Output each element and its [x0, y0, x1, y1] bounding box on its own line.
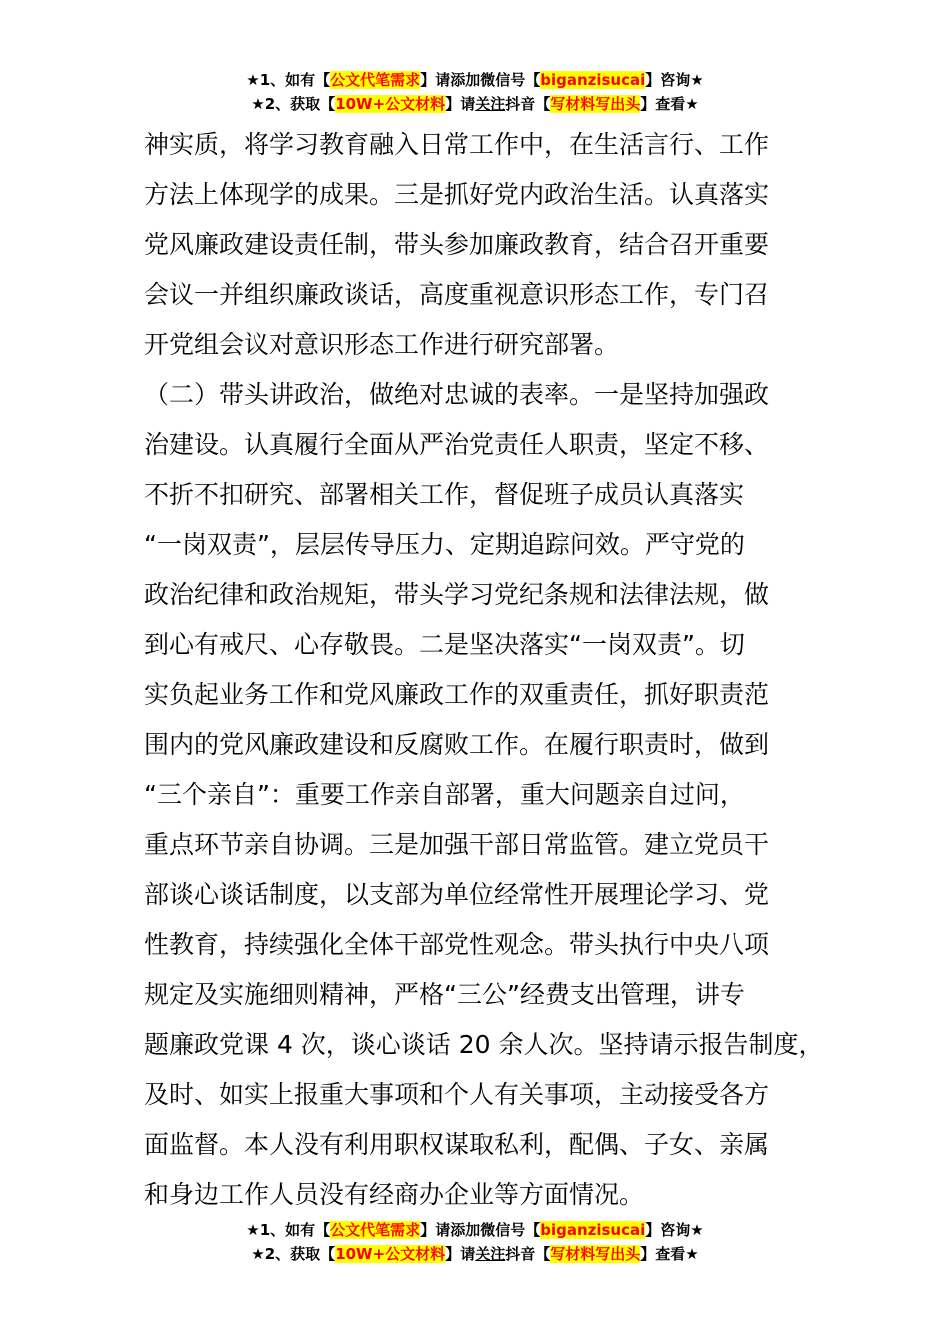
highlight-douyin-account: 写材料写出头	[550, 1245, 641, 1263]
body-line: 政治纪律和政治规矩，带头学习党纪条规和法律法规，做	[144, 580, 770, 609]
body-line: 神实质，将学习教育融入日常工作中，在生活言行、工作	[144, 130, 770, 159]
promo-text: ★2、获取【	[251, 95, 336, 113]
highlight-materials: 10W+公文材料	[335, 1245, 446, 1263]
promo-text: ★2、获取【	[251, 1245, 336, 1263]
promo-text: 】查看★	[640, 95, 699, 113]
body-line: 到心有戒尺、心存敬畏。二是坚决落实“一岗双责”。切	[144, 630, 745, 659]
promo-text: 】咨询★	[645, 1221, 704, 1239]
body-line: 面监督。本人没有利用职权谋取私利，配偶、子女、亲属	[144, 1130, 770, 1159]
promo-text: 抖音【	[505, 1245, 551, 1263]
footer-promo-banner	[0, 1218, 950, 1266]
promo-text: 】请	[445, 95, 476, 113]
promo-text: 】请添加微信号【	[420, 71, 541, 89]
highlight-service: 公文代笔需求	[330, 71, 421, 89]
body-line: 方法上体现学的成果。三是抓好党内政治生活。认真落实	[144, 180, 770, 209]
highlight-douyin-account: 写材料写出头	[550, 95, 641, 113]
body-line: 规定及实施细则精神，严格“三公”经费支出管理，讲专	[144, 980, 745, 1009]
promo-line-1	[0, 1218, 950, 1242]
highlight-wechat-id: biganzisucai	[540, 1221, 646, 1239]
document-body	[144, 120, 834, 1220]
body-line: “一岗双责”，层层传导压力、定期追踪问效。严守党的	[144, 530, 745, 559]
underlined-follow: 关注	[475, 1245, 506, 1263]
body-line: 性教育，持续强化全体干部党性观念。带头执行中央八项	[144, 930, 770, 959]
promo-text: 】请	[445, 1245, 476, 1263]
promo-text: ★1、如有【	[246, 1221, 331, 1239]
highlight-materials: 10W+公文材料	[335, 95, 446, 113]
body-line: 部谈心谈话制度，以支部为单位经常性开展理论学习、党	[144, 880, 770, 909]
highlight-wechat-id: biganzisucai	[540, 71, 646, 89]
body-line: 重点环节亲自协调。三是加强干部日常监管。建立党员干	[144, 830, 770, 859]
section-heading-line: （二）带头讲政治，做绝对忠诚的表率。一是坚持加强政	[144, 380, 770, 409]
body-line: 和身边工作人员没有经商办企业等方面情况。	[144, 1180, 645, 1209]
promo-text: 】请添加微信号【	[420, 1221, 541, 1239]
promo-text: 】查看★	[640, 1245, 699, 1263]
promo-line-1	[0, 68, 950, 92]
body-line: 开党组会议对意识形态工作进行研究部署。	[144, 330, 620, 359]
promo-text: ★1、如有【	[246, 71, 331, 89]
body-line: 会议一并组织廉政谈话，高度重视意识形态工作，专门召	[144, 280, 770, 309]
body-line: 及时、如实上报重大事项和个人有关事项，主动接受各方	[144, 1080, 770, 1109]
body-line: 不折不扣研究、部署相关工作，督促班子成员认真落实	[144, 480, 745, 509]
body-line: 围内的党风廉政建设和反腐败工作。在履行职责时，做到	[144, 730, 770, 759]
body-line: 党风廉政建设责任制，带头参加廉政教育，结合召开重要	[144, 230, 770, 259]
promo-line-2	[0, 92, 950, 116]
highlight-service: 公文代笔需求	[330, 1221, 421, 1239]
promo-text: 抖音【	[505, 95, 551, 113]
body-line: 实负起业务工作和党风廉政工作的双重责任，抓好职责范	[144, 680, 770, 709]
header-promo-banner	[0, 68, 950, 116]
underlined-follow: 关注	[475, 95, 506, 113]
body-line: 治建设。认真履行全面从严治党责任人职责，坚定不移、	[144, 430, 770, 459]
body-line: “三个亲自”：重要工作亲自部署，重大问题亲自过问，	[144, 780, 745, 809]
body-line: 题廉政党课 4 次，谈心谈话 20 余人次。坚持请示报告制度，	[144, 1030, 824, 1059]
promo-text: 】咨询★	[645, 71, 704, 89]
promo-line-2	[0, 1242, 950, 1266]
